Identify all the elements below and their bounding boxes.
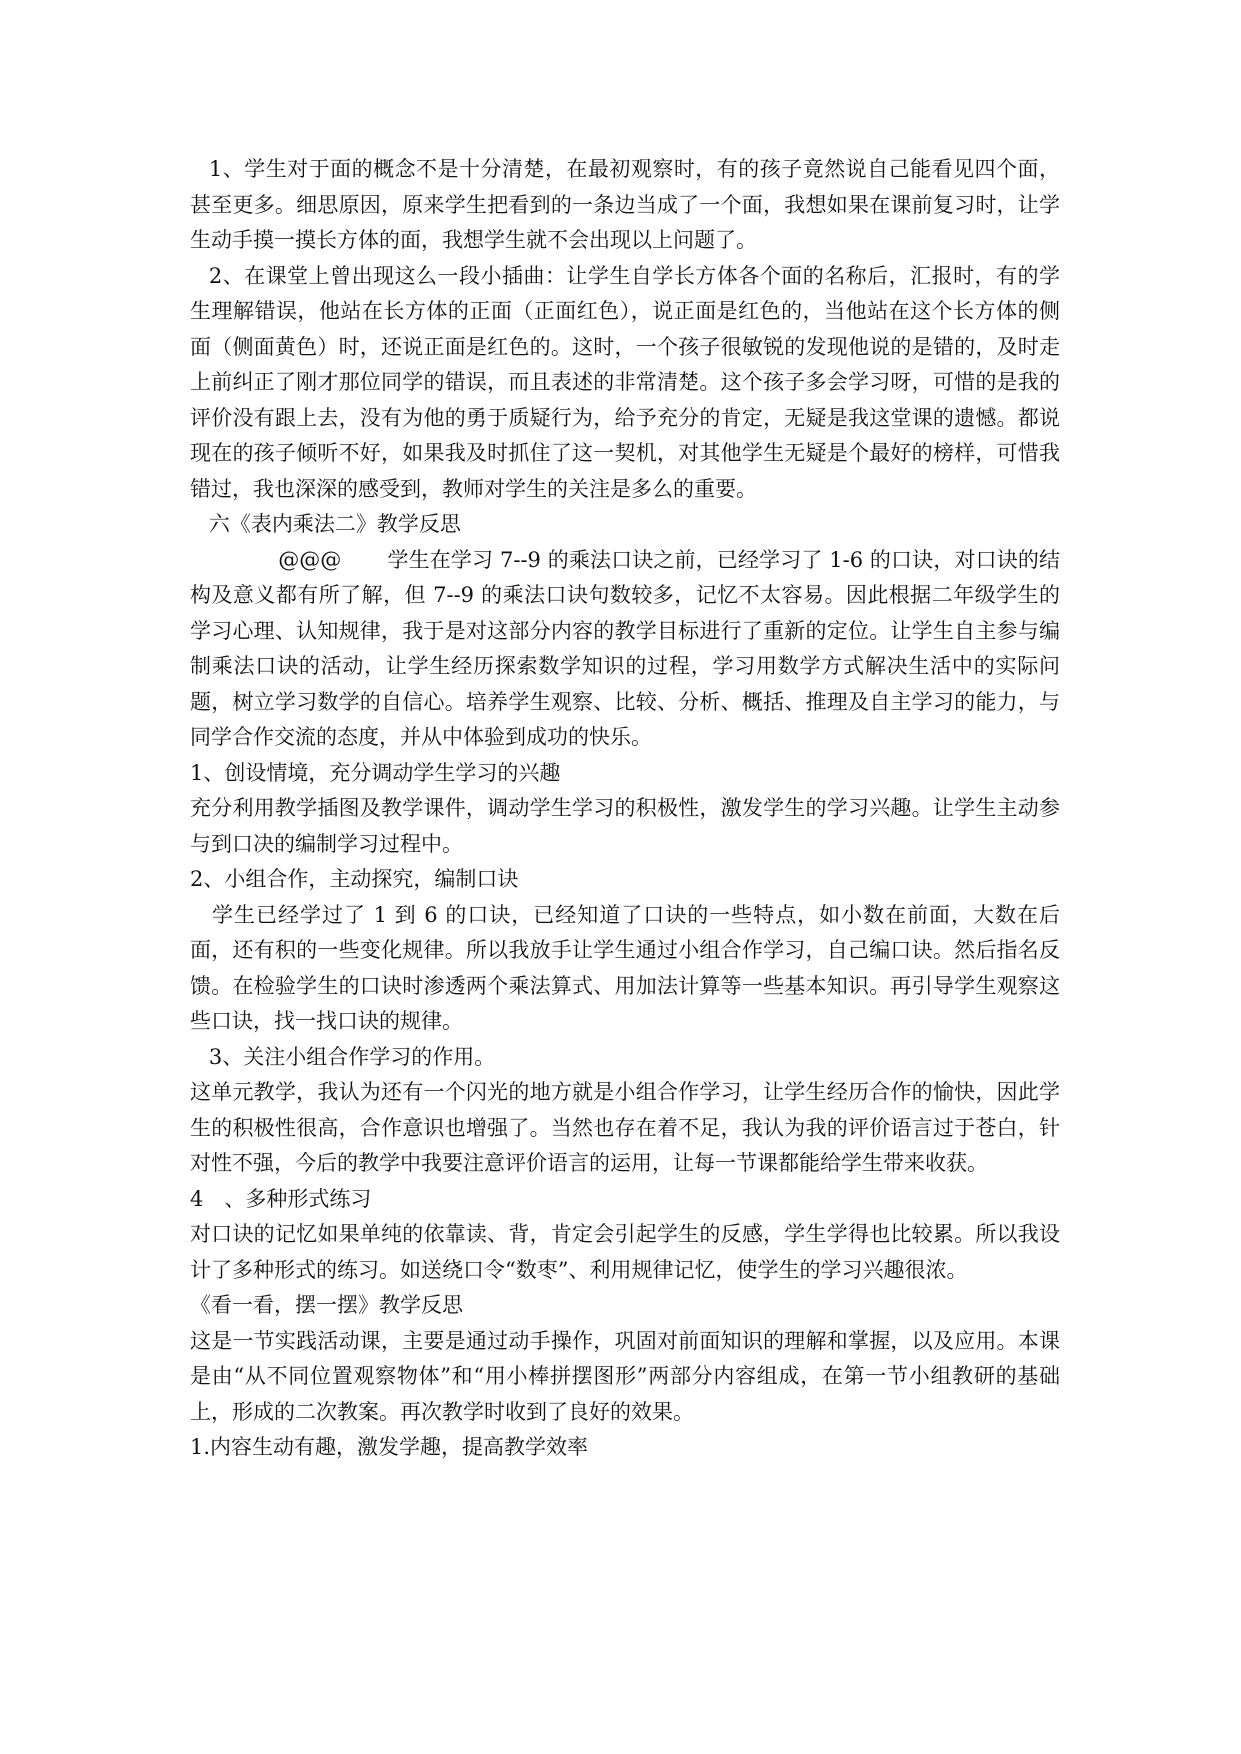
subheading-2: 2、小组合作，主动探究，编制口诀 xyxy=(190,867,519,891)
section-heading-look: 《看一看，摆一摆》教学反思 xyxy=(190,1293,463,1317)
paragraph-7: 这是一节实践活动课，主要是通过动手操作，巩固对前面知识的理解和掌握，以及应用。本课是由“从不同位置观察物体”和“用小棒拼摆图形”两部分内容组成，在第一节小组教研的基础上，形成的二次教案。再次教学时收到了良好的效果。 xyxy=(190,1328,1060,1424)
subheading-1: 1、创设情境，充分调动学生学习的兴趣 xyxy=(190,760,561,785)
paragraph-1: 1、学生对于面的概念不是十分清楚，在最初观察时，有的孩子竟然说自己能看见四个面，甚至更多。细思原因，原来学生把看到的一条边当成了一个面，我想如果在课前复习时，让学生动手摸一摸长方体的面，我想学生就不会出现以上问题了。 xyxy=(190,157,1060,252)
paragraph-intro-text: 学生在学习 7--9 的乘法口诀之前，已经学习了 1-6 的口诀，对口诀的结构及意义都有所了解，但 7--9 的乘法口诀句数较多，记忆不太容易。因此根据二年级学生的学习心理、认知规律，我于是对这部分内容的教学目标进行了重新的定位。让学生自主参与编制乘法口诀的活动，让学生经历探索数学知识的过程，学习用数学方式解决生活中的实际问题，树立学习数学的自信心。培养学生观察、比较、分析、概括、推理及自主学习的能力，与同学合作交流的态度，并从中体验到成功的快乐。 xyxy=(190,547,1060,749)
paragraph-intro xyxy=(190,543,1060,756)
subheading-4: 4 、多种形式练习 xyxy=(190,1186,372,1211)
paragraph-5: 这单元教学，我认为还有一个闪光的地方就是小组合作学习，让学生经历合作的愉快，因此学生的积极性很高，合作意识也增强了。当然也存在着不足，我认为我的评价语言过于苍白，针对性不强，今后的教学中我要注意评价语言的运用，让每一节课都能给学生带来收获。 xyxy=(190,1080,1060,1175)
paragraph-4: 学生已经学过了 1 到 6 的口诀，已经知道了口诀的一些特点，如小数在前面，大数在后面，还有积的一些变化规律。所以我放手让学生通过小组合作学习，自己编口诀。然后指名反馈。在检验学生的口诀时渗透两个乘法算式、用加法计算等一些基本知识。再引导学生观察这些口诀，找一找口诀的规律。 xyxy=(190,902,1060,1033)
paragraph-2: 2、在课堂上曾出现这么一段小插曲：让学生自学长方体各个面的名称后，汇报时，有的学生理解错误，他站在长方体的正面（正面红色），说正面是红色的，当他站在这个长方体的侧面（侧面黄色）时，还说正面是红色的。这时，一个孩子很敏锐的发现他说的是错的，及时走上前纠正了刚才那位同学的错误，而且表述的非常清楚。这个孩子多会学习呀，可惜的是我的评价没有跟上去，没有为他的勇于质疑行为，给予充分的肯定，无疑是我这堂课的遗憾。都说现在的孩子倾听不好，如果我及时抓住了这一契机，对其他学生无疑是个最好的榜样，可惜我错过，我也深深的感受到，教师对学生的关注是多么的重要。 xyxy=(190,263,1060,501)
section-heading-multiplication: 六《表内乘法二》教学反思 xyxy=(208,512,461,536)
subheading-5: 1.内容生动有趣，激发学趣，提高教学效率 xyxy=(190,1435,589,1459)
document-page xyxy=(190,152,1060,1466)
subheading-3: 3、关注小组合作学习的作用。 xyxy=(208,1044,496,1069)
paragraph-6: 对口诀的记忆如果单纯的依靠读、背，肯定会引起学生的反感，学生学得也比较累。所以我设计了多种形式的练习。如送绕口令“数枣”、利用规律记忆，使学生的学习兴趣很浓。 xyxy=(190,1222,1060,1282)
marker-text: @@@ xyxy=(278,547,342,572)
paragraph-3: 充分利用教学插图及教学课件，调动学生学习的积极性，激发学生的学习兴趣。让学生主动参与到口决的编制学习过程中。 xyxy=(190,796,1060,856)
